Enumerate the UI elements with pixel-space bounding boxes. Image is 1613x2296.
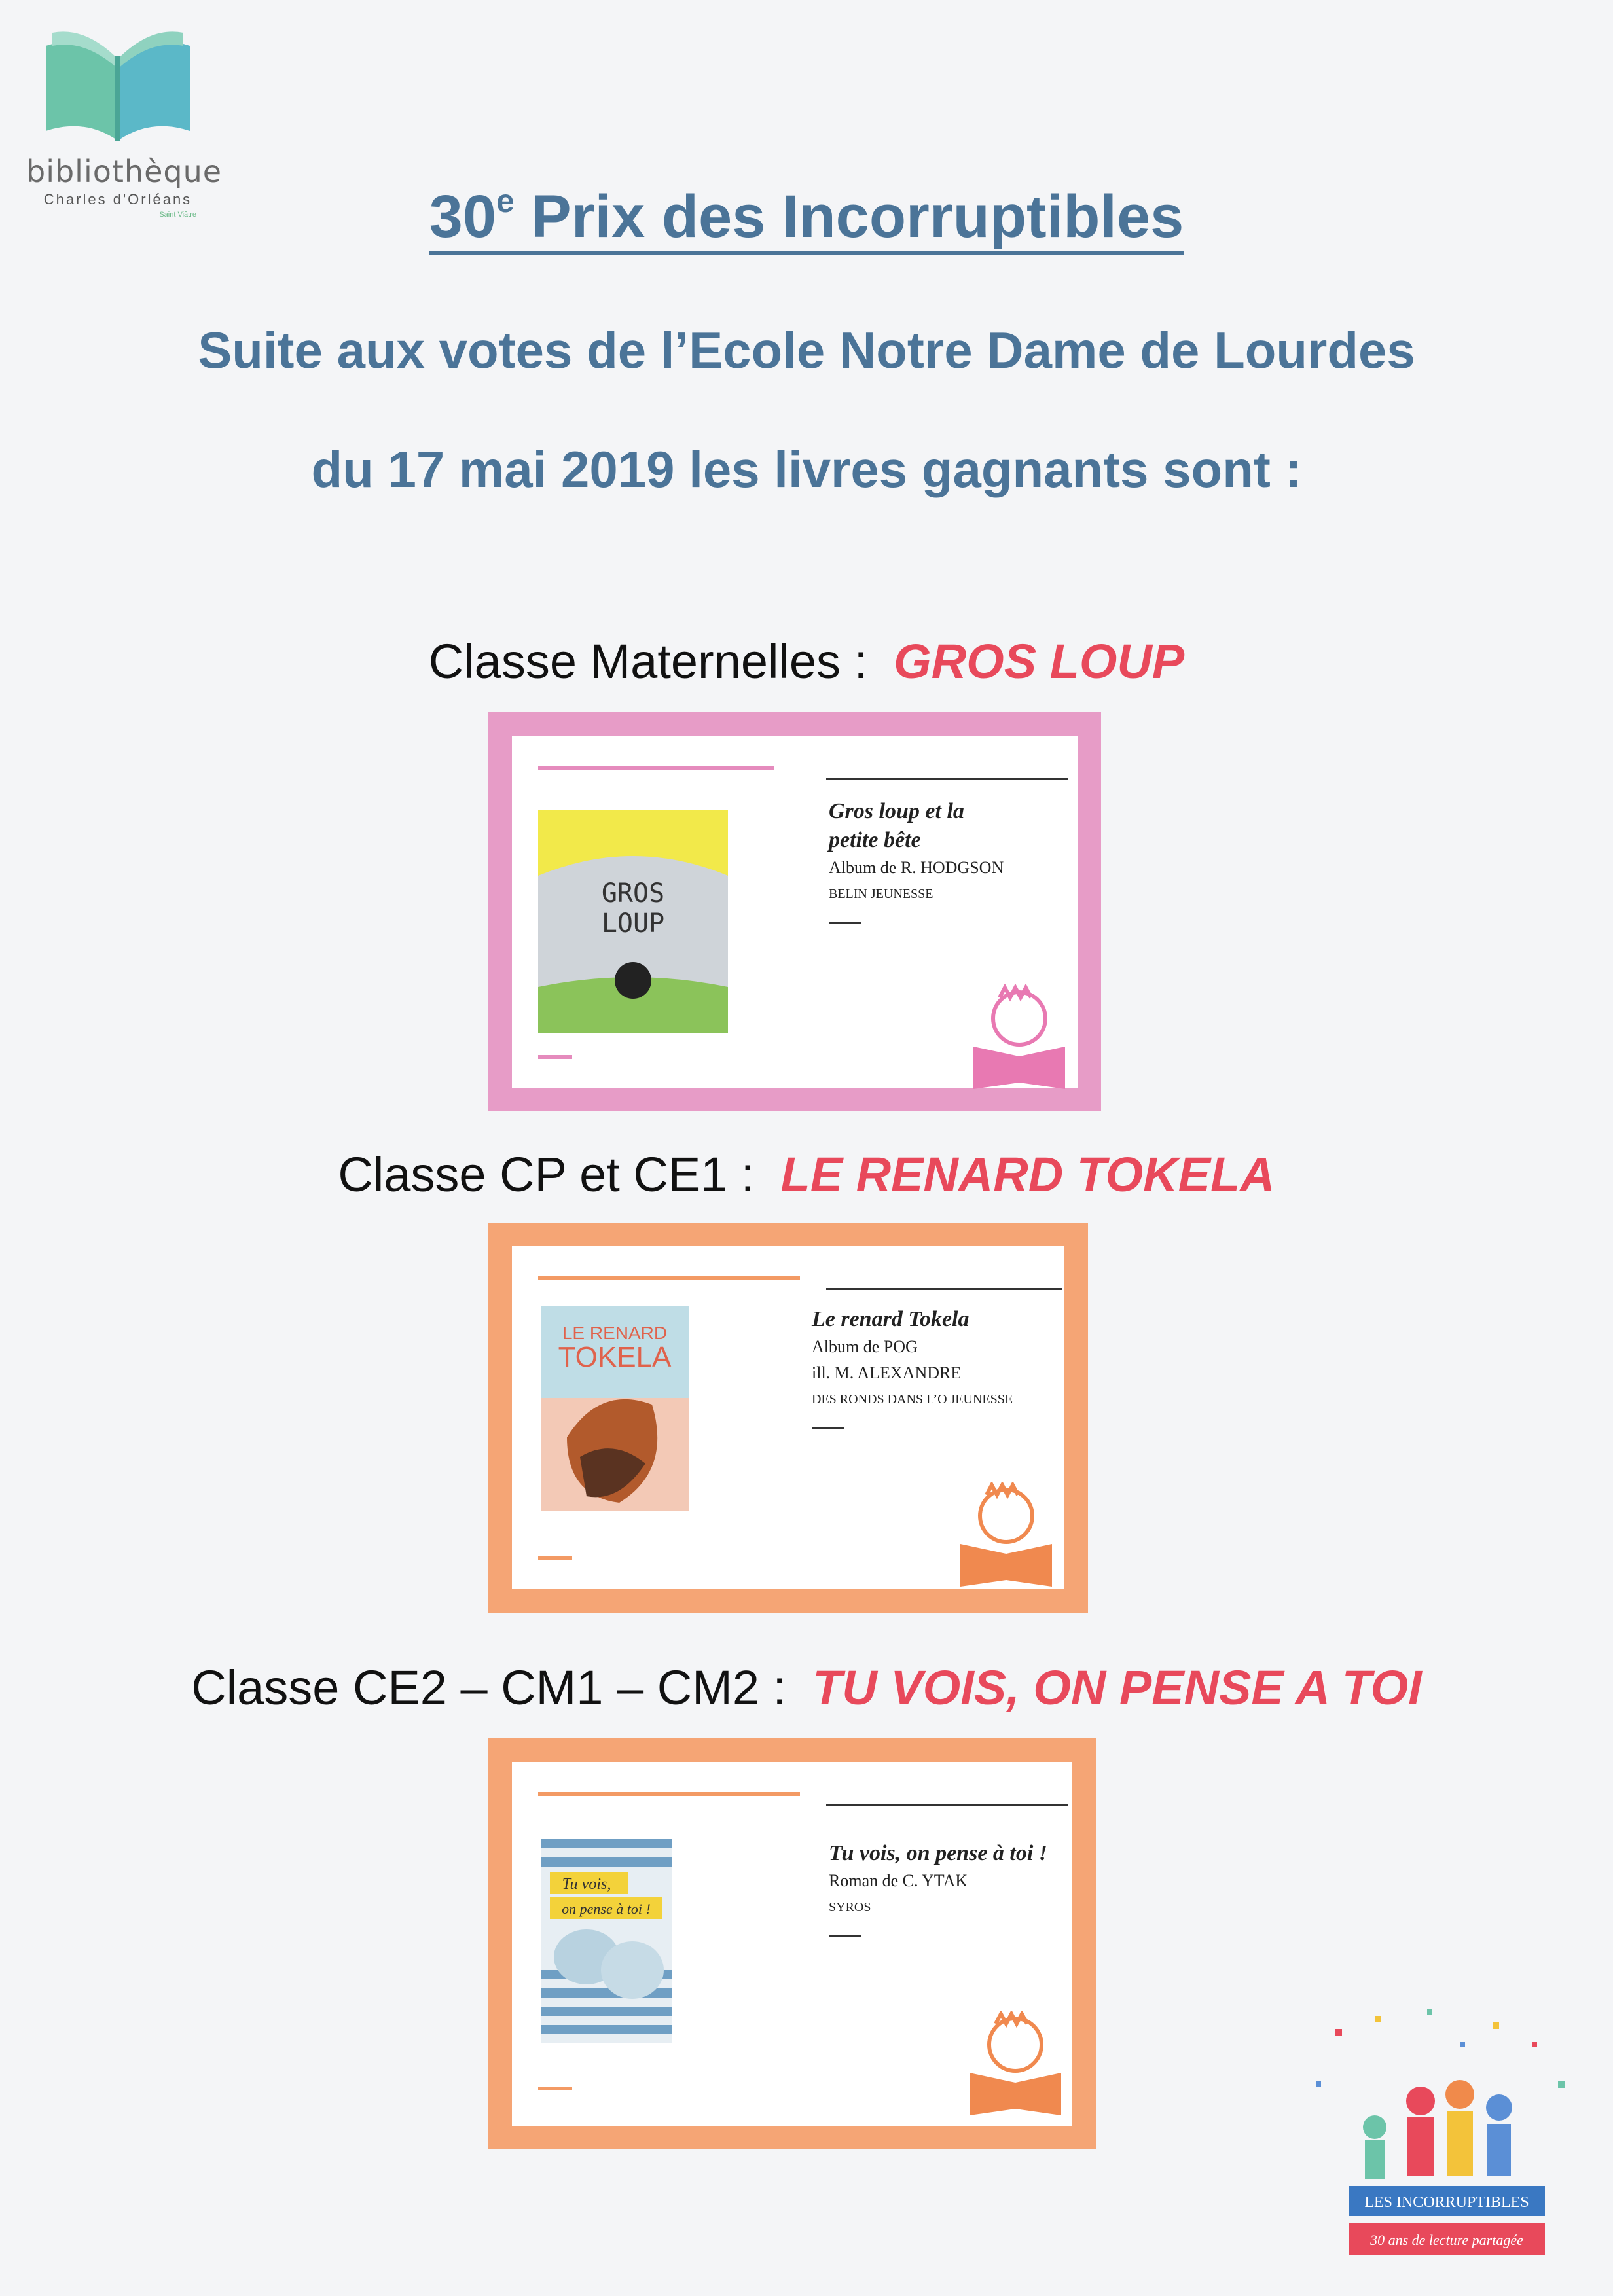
book-publisher: SYROS [829,1900,871,1914]
accent-line [538,766,774,770]
open-book-icon [39,20,196,151]
cover-title-line-2: TOKELA [558,1341,672,1373]
book-title: Tu vois, on pense à toi ! [829,1841,1048,1865]
book-cover [541,1306,689,1511]
winner-title: LE RENARD TOKELA [780,1147,1275,1202]
winner-title: TU VOIS, ON PENSE A TOI [812,1660,1422,1715]
logo-city: Saint Viâtre [159,211,196,219]
logo-library-name: Charles d'Orléans [43,191,192,207]
cover-title-line-1: LE RENARD [562,1323,668,1343]
title-text: Prix des Incorruptibles [531,183,1184,250]
subtitle-line-1: Suite aux votes de l’Ecole Notre Dame de Lourdes [198,321,1415,379]
book-cover [541,1839,672,2043]
dash [829,922,861,924]
class-winner-line [0,1660,1613,1715]
cover-title-line-2: LOUP [601,908,665,939]
book-author: Album de POG [812,1337,918,1356]
rule-line [826,1288,1062,1290]
accent-bar [538,2087,572,2090]
book-publisher: BELIN JEUNESSE [829,887,933,901]
page-title [0,182,1613,251]
dash [829,1935,861,1937]
rule-line [826,1804,1068,1806]
library-logo [26,20,223,219]
book-title: Le renard Tokela [812,1307,970,1331]
cover-title-line-2: on pense à toi ! [562,1901,651,1917]
book-author: Album de R. HODGSON [829,858,1004,877]
class-label: Classe CE2 – CM1 – CM2 : [191,1660,787,1715]
incorruptibles-logo [1296,2003,1584,2291]
accent-bar [538,1556,572,1560]
book-illustrator: ill. M. ALEXANDRE [812,1363,962,1382]
footer-brand: LES INCORRUPTIBLES [1364,2194,1529,2211]
accent-bar [538,1055,572,1059]
class-label: Classe Maternelles : [428,634,868,689]
cover-title-line-1: GROS [601,878,665,908]
reading-kid-icon [957,1482,1055,1587]
winner-title: GROS LOUP [894,634,1185,689]
class-winner-line [0,634,1613,689]
title-number: 30 [429,183,496,250]
book-card [488,712,1101,1111]
class-winner-line [0,1147,1613,1202]
reading-kid-icon [970,984,1068,1089]
book-title-line-1: Gros loup et la [829,799,964,823]
class-label: Classe CP et CE1 : [338,1147,755,1202]
footer-tagline: 30 ans de lecture partagée [1370,2232,1523,2248]
subtitle-line-2: du 17 mai 2019 les livres gagnants sont : [311,440,1302,498]
accent-line [538,1792,800,1796]
reading-kid-icon [966,2011,1064,2115]
title-superscript: e [496,183,515,219]
cover-title-line-1: Tu vois, [562,1876,611,1893]
accent-line [538,1276,800,1280]
book-card [488,1738,1096,2149]
logo-word: bibliothèque [26,154,223,189]
book-title-line-2: petite bête [829,828,921,852]
rule-line [826,778,1068,780]
book-card [488,1223,1088,1613]
book-publisher: DES RONDS DANS L’O JEUNESSE [812,1392,1013,1407]
book-cover [538,810,728,1033]
book-author: Roman de C. YTAK [829,1871,968,1890]
dash [812,1427,844,1429]
